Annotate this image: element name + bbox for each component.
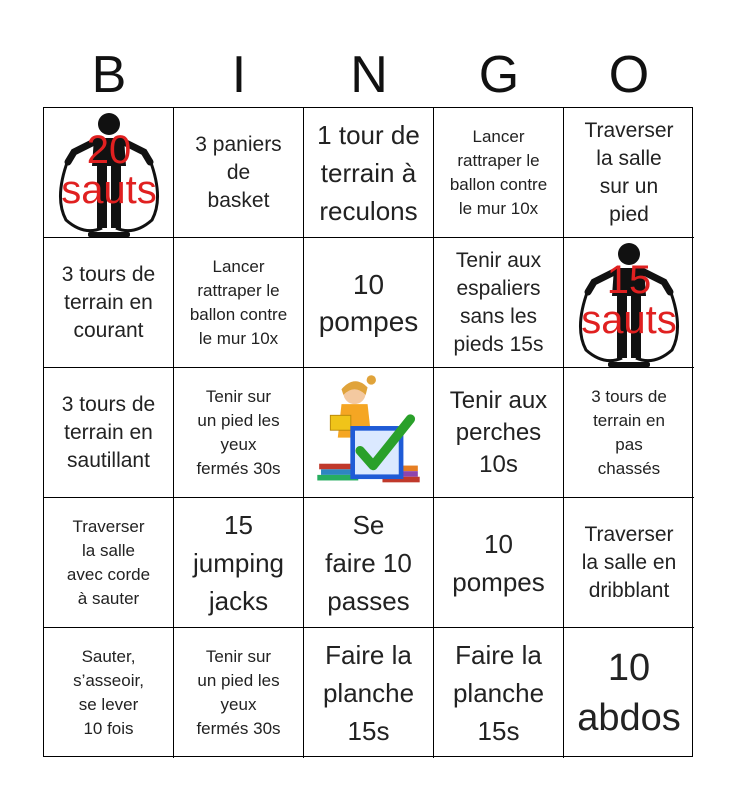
- cell-text: Lancer rattraper le ballon contre le mur 10x: [189, 256, 288, 348]
- cell-text: 3 tours de terrain en sautillant: [61, 392, 156, 472]
- jump-label: sauts: [61, 168, 157, 212]
- bingo-cell[interactable]: [304, 498, 434, 628]
- bingo-cell[interactable]: [434, 238, 564, 368]
- bingo-cell[interactable]: [564, 498, 694, 628]
- header-letter-g: G: [478, 46, 520, 104]
- teacher-checkbox-icon: [308, 368, 429, 498]
- cell-text: Traverser la salle avec corde à sauter: [66, 516, 151, 608]
- bingo-cell[interactable]: [44, 628, 174, 758]
- cell-text: 10 abdos: [577, 647, 681, 739]
- bingo-cell[interactable]: [564, 368, 694, 498]
- cell-text: Tenir aux espaliers sans les pieds 15s: [453, 248, 544, 356]
- header-letter-i: I: [231, 46, 247, 104]
- cell-text: Faire la planche 15s: [322, 640, 415, 746]
- bingo-cell[interactable]: [44, 498, 174, 628]
- bingo-cell[interactable]: [174, 238, 304, 368]
- bingo-cell[interactable]: [174, 108, 304, 238]
- cell-text: 3 paniers de basket: [195, 132, 282, 212]
- bingo-free-cell[interactable]: [304, 368, 434, 498]
- header-letter-n: N: [350, 46, 388, 104]
- cell-text: Tenir sur un pied les yeux fermés 30s: [196, 386, 281, 478]
- bingo-header: [44, 44, 694, 106]
- cell-text: 15 jumping jacks: [192, 509, 285, 616]
- bingo-cell[interactable]: [564, 108, 694, 238]
- bingo-cell[interactable]: [564, 628, 694, 758]
- bingo-cell[interactable]: [434, 628, 564, 758]
- bingo-cell[interactable]: [44, 108, 174, 238]
- cell-text: Tenir sur un pied les yeux fermés 30s: [196, 647, 281, 738]
- bingo-cell[interactable]: [434, 498, 564, 628]
- cell-text: Faire la planche 15s: [452, 640, 545, 746]
- bingo-cell[interactable]: [174, 368, 304, 498]
- bingo-cell[interactable]: [304, 628, 434, 758]
- header-letter-b: B: [91, 46, 127, 104]
- cell-text: Lancer rattraper le ballon contre le mur 10x: [449, 126, 548, 218]
- cell-text: Traverser la salle sur un pied: [584, 118, 674, 226]
- bingo-cell[interactable]: [174, 498, 304, 628]
- cell-text: 1 tour de terrain à reculons: [317, 119, 420, 226]
- header-letter-o: O: [608, 46, 650, 104]
- bingo-cell[interactable]: [434, 368, 564, 498]
- bingo-cell[interactable]: [564, 238, 694, 368]
- cell-text: Sauter, s’asseoir, se lever 10 fois: [73, 647, 144, 738]
- cell-text: 10 pompes: [452, 528, 545, 597]
- cell-text: 3 tours de terrain en pas chassés: [591, 386, 667, 478]
- jump-label: sauts: [581, 298, 677, 342]
- cell-text: 10 pompes: [318, 268, 419, 337]
- bingo-cell[interactable]: [304, 238, 434, 368]
- cell-text: Tenir aux perches 10s: [449, 386, 548, 478]
- cell-text: Traverser la salle en dribblant: [581, 522, 677, 602]
- bingo-grid: [43, 107, 693, 757]
- bingo-cell[interactable]: [304, 108, 434, 238]
- bingo-cell[interactable]: [44, 368, 174, 498]
- jump-count: 20: [86, 128, 132, 172]
- bingo-cell[interactable]: [174, 628, 304, 758]
- cell-text: 3 tours de terrain en courant: [61, 262, 156, 342]
- jump-count: 15: [606, 258, 652, 302]
- bingo-cell[interactable]: [44, 238, 174, 368]
- bingo-cell[interactable]: [434, 108, 564, 238]
- cell-text: Se faire 10 passes: [325, 509, 412, 616]
